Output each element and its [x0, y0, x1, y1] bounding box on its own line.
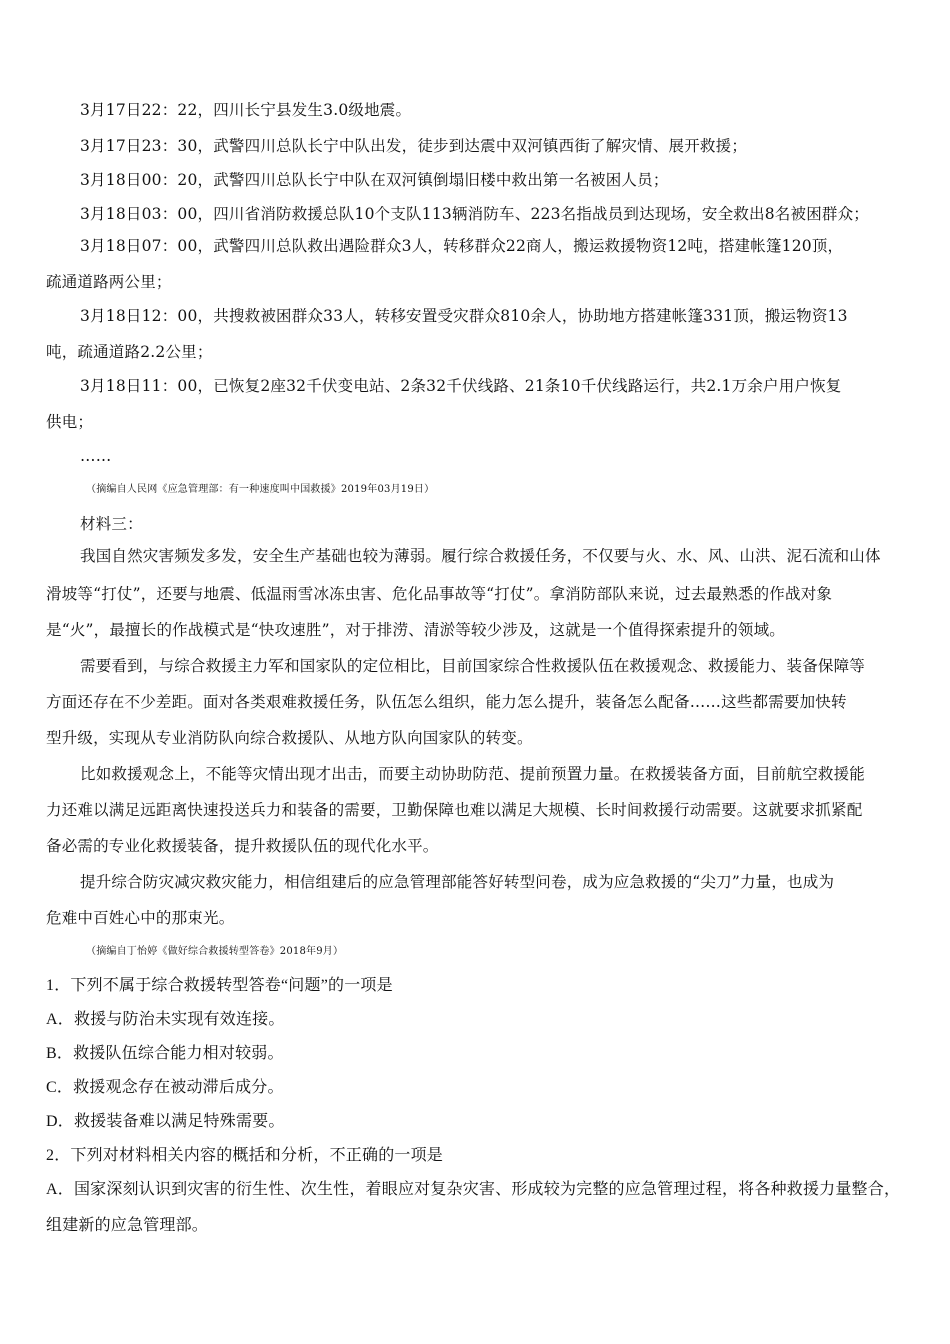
para2-line3: 型升级，实现从专业消防队向综合救援队、从地方队向国家队的转变。 [46, 729, 533, 747]
timeline-item-5-cont: 疏通道路两公里； [46, 273, 172, 291]
para4-line2: 危难中百姓心中的那束光。 [46, 909, 235, 927]
timeline-item-1: 3月17日22：22，四川长宁县发生3.0级地震。 [80, 101, 412, 119]
para3-line2: 力还难以满足远距离快速投送兵力和装备的需要，卫勤保障也难以满足大规模、长时间救援行动需要。这就要求抓紧配 [46, 801, 863, 819]
ellipsis: …… [80, 447, 112, 465]
timeline-item-5: 3月18日07：00，武警四川总队救出遇险群众3人，转移群众22商人，搬运救援物资12吨，搭建帐篷120顶， [80, 237, 844, 255]
material3-source: （摘编自丁怡婷《做好综合救援转型答卷》2018年9月） [86, 946, 344, 957]
question-1-option-c: C．救援观念存在被动滞后成分。 [46, 1079, 284, 1096]
para3-line1: 比如救援观念上，不能等灾情出现才出击，而要主动协助防范、提前预置力量。在救援装备方面，目前航空救援能 [80, 765, 866, 783]
question-1-option-a: A．救援与防治未实现有效连接。 [46, 1011, 285, 1028]
timeline-item-7-cont: 供电； [46, 413, 94, 431]
timeline-item-6-cont: 吨，疏通道路2.2公里； [46, 343, 213, 361]
para1-line1: 我国自然灾害频发多发，安全生产基础也较为薄弱。履行综合救援任务，不仅要与火、水、风、山洪、泥石流和山体 [80, 547, 881, 565]
para1-line3: 是“火”，最擅长的作战模式是“快攻速胜”，对于排涝、清淤等较少涉及，这就是一个值得探索提升的领域。 [46, 621, 785, 639]
para3-line3: 备必需的专业化救援装备，提升救援队伍的现代化水平。 [46, 837, 439, 855]
question-2-option-a: A．国家深刻认识到灾害的衍生性、次生性，着眼应对复杂灾害、形成较为完整的应急管理过程，将各种救援力量整合， [46, 1181, 901, 1198]
material3-heading: 材料三： [80, 515, 143, 533]
question-1-option-d: D．救援装备难以满足特殊需要。 [46, 1113, 285, 1130]
para2-line1: 需要看到，与综合救援主力军和国家队的定位相比，目前国家综合性救援队伍在救援观念、救援能力、装备保障等 [80, 657, 866, 675]
question-1-stem: 1．下列不属于综合救援转型答卷“问题”的一项是 [46, 977, 393, 994]
para1-line2: 滑坡等“打仗”，还要与地震、低温雨雪冰冻虫害、危化品事故等“打仗”。拿消防部队来说，过去最熟悉的作战对象 [46, 585, 833, 603]
timeline-item-6: 3月18日12：00，共搜救被困群众33人，转移安置受灾群众810余人，协助地方搭建帐篷331顶，搬运物资13 [80, 307, 848, 325]
question-1-option-b: B．救援队伍综合能力相对较弱。 [46, 1045, 284, 1062]
para2-line2: 方面还存在不少差距。面对各类艰难救援任务，队伍怎么组织，能力怎么提升，装备怎么配备……这些都需要加快转 [46, 693, 847, 711]
timeline-item-7: 3月18日11：00，已恢复2座32千伏变电站、2条32千伏线路、21条10千伏线路运行，共2.1万余户用户恢复 [80, 377, 842, 395]
para4-line1: 提升综合防灾减灾救灾能力，相信组建后的应急管理部能答好转型问卷，成为应急救援的“尖刀”力量，也成为 [80, 873, 835, 891]
timeline-item-2: 3月17日23：30，武警四川总队长宁中队出发，徒步到达震中双河镇西街了解灾情、展开救援； [80, 137, 748, 155]
timeline-item-3: 3月18日00：20，武警四川总队长宁中队在双河镇倒塌旧楼中救出第一名被困人员； [80, 171, 669, 189]
material2-source: （摘编自人民网《应急管理部：有一种速度叫中国救援》2019年03月19日） [86, 484, 435, 495]
timeline-item-4: 3月18日03：00，四川省消防救援总队10个支队113辆消防车、223名指战员到达现场，安全救出8名被困群众； [80, 205, 869, 223]
question-2-stem: 2．下列对材料相关内容的概括和分析，不正确的一项是 [46, 1147, 444, 1164]
question-2-option-a-cont: 组建新的应急管理部。 [46, 1217, 209, 1234]
